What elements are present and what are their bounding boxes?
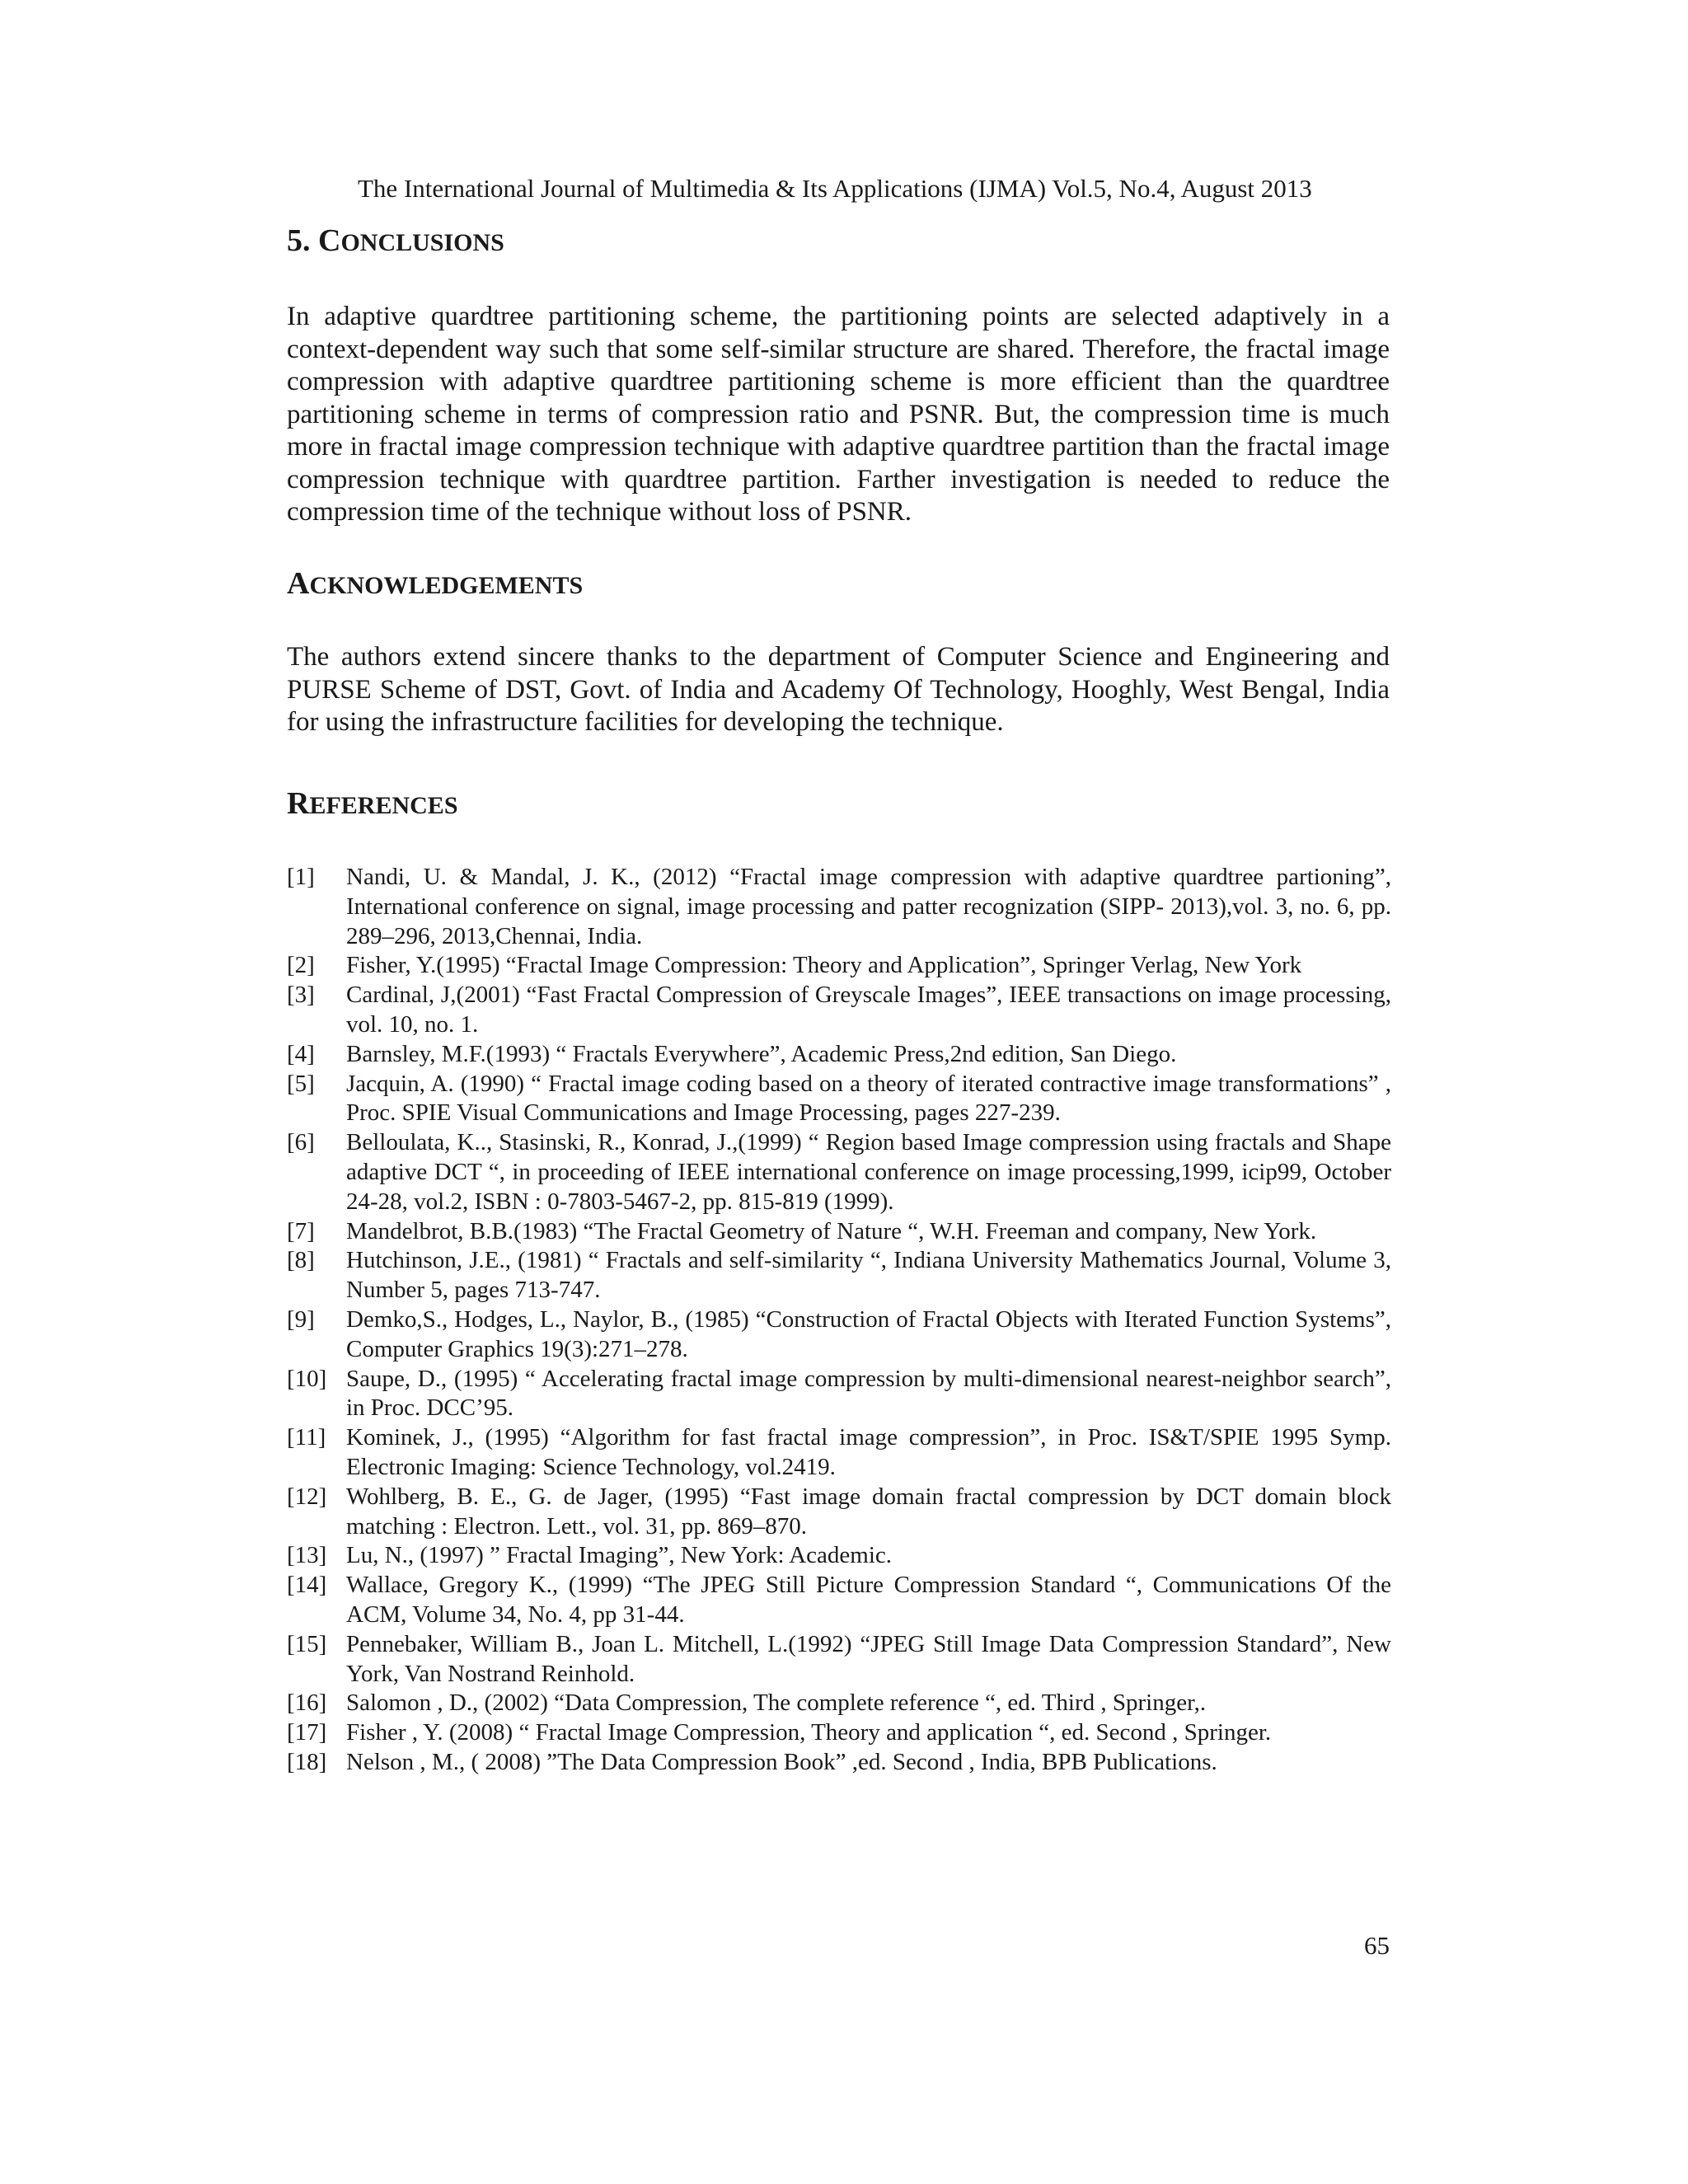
reference-item [287, 981, 1391, 1040]
reference-number: [16] [287, 1690, 327, 1717]
page-number: 65 [1364, 1931, 1390, 1960]
section-heading-references: REFERENCES [287, 786, 458, 821]
reference-text: Cardinal, J,(2001) “Fast Fractal Compression of Greyscale Images”, IEEE transactions on image processing, vol. 10, no. 1. [346, 982, 1391, 1038]
reference-item [287, 1217, 1391, 1247]
reference-text: Saupe, D., (1995) “ Accelerating fractal image compression by multi-dimensional nearest-neighbor search”, in Proc. DCC’95. [346, 1365, 1391, 1422]
acknowledgements-section [287, 565, 1390, 604]
reference-item [287, 1541, 1391, 1571]
section-heading-acknowledgements: ACKNOWLEDGEMENTS [287, 566, 584, 601]
reference-item [287, 1070, 1391, 1129]
reference-item [287, 863, 1391, 951]
reference-text: Fisher , Y. (2008) “ Fractal Image Compression, Theory and application “, ed. Second , Springer. [346, 1719, 1272, 1746]
reference-text: Nandi, U. & Mandal, J. K., (2012) “Fractal image compression with adaptive quardtree partioning”, International conference on signal, image processing and patter recognization (SIPP- 2013),vol. 3, no. 6, pp. 289–296, 2013,Chennai, India. [346, 864, 1391, 949]
reference-number: [18] [287, 1748, 327, 1775]
conclusions-paragraph: In adaptive quardtree partitioning scheme, the partitioning points are selected adaptively in a context-dependent way such that some self-similar structure are shared. Therefore, the fractal image compression with adaptive quardtree partitioning scheme is more efficient than the quardtree partitioning scheme in terms of compression ratio and PSNR. But, the compression time is much more in fractal image compression technique with adaptive quardtree partition than the fractal image compression technique with quardtree partition. Farther investigation is needed to reduce the compression time of the technique without loss of PSNR. [287, 302, 1390, 527]
reference-text: Barnsley, M.F.(1993) “ Fractals Everywhere”, Academic Press,2nd edition, San Diego. [346, 1040, 1177, 1067]
reference-item [287, 1689, 1391, 1718]
reference-number: [15] [287, 1630, 327, 1657]
reference-item [287, 1748, 1391, 1778]
reference-item [287, 951, 1391, 981]
reference-number: [10] [287, 1365, 327, 1392]
reference-item [287, 1423, 1391, 1483]
reference-number: [6] [287, 1129, 315, 1156]
reference-number: [7] [287, 1217, 315, 1244]
reference-item [287, 1128, 1391, 1216]
reference-number: [13] [287, 1542, 327, 1569]
reference-text: Fisher, Y.(1995) “Fractal Image Compression: Theory and Application”, Springer Verlag, New York [346, 952, 1302, 979]
reference-text: Nelson , M., ( 2008) ”The Data Compression Book” ,ed. Second , India, BPB Publications. [346, 1748, 1217, 1775]
reference-number: [8] [287, 1247, 315, 1274]
reference-item [287, 1040, 1391, 1070]
reference-text: Pennebaker, William B., Joan L. Mitchell, L.(1992) “JPEG Still Image Data Compression Standard”, New York, Van Nostrand Reinhold. [346, 1630, 1391, 1687]
reference-text: Hutchinson, J.E., (1981) “ Fractals and self-similarity “, Indiana University Mathematics Journal, Volume 3, Number 5, pages 713-747. [346, 1247, 1391, 1304]
reference-text: Belloulata, K.., Stasinski, R., Konrad, J.,(1999) “ Region based Image compression using fractals and Shape adaptive DCT “, in proceeding of IEEE international conference on image processing,1999, icip99, October 24-28, vol.2, ISBN : 0-7803-5467-2, pp. 815-819 (1999). [346, 1129, 1391, 1215]
conclusions-body [287, 301, 1390, 529]
references-section [287, 785, 1390, 824]
running-header: The International Journal of Multimedia & Its Applications (IJMA) Vol.5, No.4, August 2013 [358, 174, 1312, 203]
reference-text: Jacquin, A. (1990) “ Fractal image coding based on a theory of iterated contractive image transformations” , Proc. SPIE Visual Communications and Image Processing, pages 227-239. [346, 1070, 1391, 1127]
acknowledgements-body [287, 641, 1390, 739]
reference-item [287, 1630, 1391, 1690]
reference-number: [12] [287, 1483, 327, 1510]
reference-number: [5] [287, 1070, 315, 1097]
reference-text: Wallace, Gregory K., (1999) “The JPEG Still Picture Compression Standard “, Communications Of the ACM, Volume 34, No. 4, pp 31-44. [346, 1572, 1391, 1628]
conclusions-section [287, 223, 1390, 261]
reference-number: [17] [287, 1719, 327, 1746]
reference-number: [4] [287, 1040, 315, 1067]
reference-text: Mandelbrot, B.B.(1983) “The Fractal Geometry of Nature “, W.H. Freeman and company, New York. [346, 1217, 1317, 1244]
reference-item [287, 1571, 1391, 1630]
reference-text: Kominek, J., (1995) “Algorithm for fast fractal image compression”, in Proc. IS&T/SPIE 1995 Symp. Electronic Imaging: Science Technology, vol.2419. [346, 1424, 1391, 1480]
reference-text: Wohlberg, B. E., G. de Jager, (1995) “Fast image domain fractal compression by DCT domain block matching : Electron. Lett., vol. 31, pp. 869–870. [346, 1483, 1391, 1540]
reference-text: Salomon , D., (2002) “Data Compression, The complete reference “, ed. Third , Springer,. [346, 1690, 1207, 1717]
reference-item [287, 1365, 1391, 1424]
reference-list [287, 863, 1391, 1778]
reference-number: [11] [287, 1424, 326, 1451]
reference-item [287, 1718, 1391, 1748]
reference-item [287, 1483, 1391, 1542]
reference-number: [3] [287, 982, 315, 1009]
reference-number: [2] [287, 952, 315, 979]
reference-text: Demko,S., Hodges, L., Naylor, B., (1985) “Construction of Fractal Objects with Iterated Function Systems”, Computer Graphics 19(3):271–278. [346, 1305, 1391, 1362]
reference-item [287, 1305, 1391, 1365]
reference-item [287, 1246, 1391, 1305]
reference-number: [14] [287, 1572, 327, 1599]
section-heading-conclusions: 5. CONCLUSIONS [287, 223, 504, 258]
reference-number: [9] [287, 1305, 315, 1333]
acknowledgements-paragraph: The authors extend sincere thanks to the department of Computer Science and Engineering and PURSE Scheme of DST, Govt. of India and Academy Of Technology, Hooghly, West Bengal, India for using the infrastructure facilities for developing the technique. [287, 642, 1390, 737]
reference-number: [1] [287, 864, 315, 890]
reference-text: Lu, N., (1997) ” Fractal Imaging”, New York: Academic. [346, 1542, 893, 1569]
